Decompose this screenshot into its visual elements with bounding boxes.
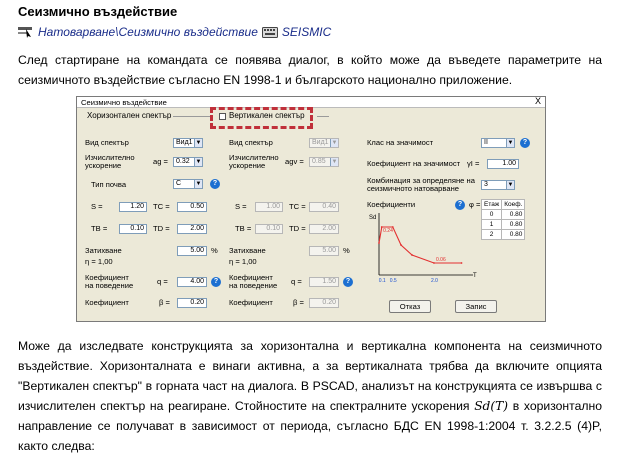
v-eta: η = 1,00	[229, 257, 257, 266]
h-s-input[interactable]: 1.20	[119, 202, 147, 212]
v-tc-input[interactable]: 0.40	[309, 202, 339, 212]
phi-symbol: φ =	[469, 200, 481, 209]
h-accel-label-1: Изчислително	[85, 153, 135, 162]
v-damping-input[interactable]: 5.00	[309, 246, 339, 256]
chevron-down-icon: ▼	[195, 181, 202, 187]
v-spectrum-type-label: Вид спектър	[229, 138, 273, 147]
dialog-title: Сеизмично въздействие	[81, 98, 167, 107]
v-accel-symbol: agv =	[285, 157, 304, 166]
importance-class-select[interactable]	[481, 138, 515, 148]
help-icon[interactable]: ?	[210, 179, 220, 189]
tail-label: 0.06	[436, 257, 446, 263]
x-tick-label: 0.1	[378, 278, 386, 284]
v-behavior-label-2: на поведение	[229, 281, 278, 290]
h-behavior-label-1: Коефициент	[85, 273, 129, 282]
tab-horizontal-spectrum[interactable]: Хоризонтален спектър	[87, 111, 172, 120]
sd-symbol: Sd(T)	[474, 399, 508, 413]
v-spectrum-type-select[interactable]	[309, 138, 339, 148]
y-axis-label: Sd	[369, 215, 377, 221]
plateau-label: 0.24	[383, 228, 393, 234]
importance-class-label: Клас на значимост	[367, 138, 434, 147]
v-s-input[interactable]: 1.00	[255, 202, 283, 212]
chevron-down-icon: ▼	[331, 159, 338, 165]
v-accel-value: 0.85	[312, 158, 326, 165]
h-q-symbol: q =	[157, 277, 168, 286]
v-damping-label: Затихване	[229, 246, 266, 255]
h-spectrum-type-select[interactable]	[173, 138, 203, 148]
spectrum-point	[378, 242, 380, 244]
h-eta: η = 1,00	[85, 257, 113, 266]
help-icon[interactable]: ?	[343, 277, 353, 287]
h-td-symbol: TD =	[153, 224, 170, 233]
spectrum-point	[400, 244, 402, 246]
table-row[interactable]	[482, 210, 525, 220]
page-title: Сеизмично въздействие	[18, 4, 178, 19]
seismic-dialog	[76, 96, 546, 322]
x-tick-label: 0.5	[389, 278, 397, 284]
gamma-symbol: γI =	[467, 159, 480, 168]
vertical-spectrum-checkbox[interactable]	[219, 113, 226, 120]
v-spectrum-type-value: Вид1	[312, 139, 329, 146]
h-coef-label: Коефициент	[85, 298, 129, 307]
v-td-input[interactable]: 2.00	[309, 224, 339, 234]
gamma-input[interactable]: 1.00	[487, 159, 519, 169]
v-beta-symbol: β =	[293, 298, 304, 307]
h-accel-label-2: ускорение	[85, 161, 122, 170]
chevron-down-icon: ▼	[331, 140, 338, 146]
h-damping-label: Затихване	[85, 246, 122, 255]
importance-class-value: II	[484, 139, 488, 146]
table-header-row	[482, 200, 525, 210]
h-spectrum-type-label: Вид спектър	[85, 138, 129, 147]
h-damping-input[interactable]: 5.00	[177, 246, 207, 256]
v-td-symbol: TD =	[289, 224, 306, 233]
table-cell-coef[interactable]: 0.80	[502, 220, 525, 230]
x-axis-label: T	[473, 273, 477, 279]
intro-paragraph: След стартиране на командата се появява диалог, в който може да въведете параметрите на сеизмичното въздействие съгласно EN 1998-1 и българското национално приложение.	[18, 53, 602, 87]
combo-value: 3	[484, 181, 488, 188]
table-cell-floor: 2	[482, 230, 502, 240]
h-s-symbol: S =	[91, 202, 103, 211]
h-accel-value: 0.32	[176, 158, 190, 165]
body-paragraph-part2: в хоризонтално направление се получават в зависимост от периода, съгласно БДС EN 1998-1:2004 т. 3.2.2.5 (4)P, както следва:	[18, 399, 603, 453]
h-tb-input[interactable]: 0.10	[119, 224, 147, 234]
breadcrumb-path: Натоварване\Сеизмично въздействие	[38, 25, 258, 39]
vertical-spectrum-label: Вертикален спектър	[229, 111, 305, 120]
v-s-symbol: S =	[235, 202, 247, 211]
close-icon[interactable]: X	[534, 96, 541, 106]
h-tc-symbol: TC =	[153, 202, 170, 211]
v-damping-unit: %	[343, 246, 350, 255]
combo-select[interactable]	[481, 180, 515, 190]
tab-divider	[317, 116, 329, 117]
chevron-down-icon: ▼	[507, 140, 514, 146]
v-q-symbol: q =	[291, 277, 302, 286]
v-tc-symbol: TC =	[289, 202, 306, 211]
v-tb-input[interactable]: 0.10	[255, 224, 283, 234]
spectrum-point	[433, 262, 435, 264]
v-accel-select[interactable]	[309, 157, 339, 167]
importance-coef-label: Коефициент на значимост	[367, 159, 461, 168]
coefficients-table	[481, 199, 525, 240]
coefficients-label: Коефициенти	[367, 200, 416, 209]
h-beta-symbol: β =	[159, 298, 170, 307]
keyboard-icon	[262, 27, 278, 38]
body-paragraph	[18, 336, 602, 456]
h-beta-input[interactable]: 0.20	[177, 298, 207, 308]
h-accel-select[interactable]	[173, 157, 203, 167]
body-paragraph-part1: Може да изследвате конструкцията за хоризонтална и вертикална компонента на сеизмичното въздействие. Хоризонталната е винаги активна, а за вертикалната трябва да включите опцията "Вертикален спектър" в горната част на диалога. В PSCAD, анализът на конструкцията се извършва с изчислителен спектър на реагиране. Стойностите на спектралните ускорения	[18, 339, 602, 413]
spectrum-chart	[367, 209, 482, 289]
chevron-down-icon: ▼	[195, 140, 202, 146]
h-soil-value: C	[176, 180, 182, 187]
menu-cursor-icon	[18, 26, 34, 38]
h-spectrum-type-value: Вид1	[176, 139, 193, 146]
v-coef-label: Коефициент	[229, 298, 273, 307]
h-damping-unit: %	[211, 246, 218, 255]
table-cell-floor: 1	[482, 220, 502, 230]
table-cell-coef[interactable]: 0.80	[502, 230, 525, 240]
save-button[interactable]: Запис	[455, 300, 497, 313]
v-accel-label-2: ускорение	[229, 161, 266, 170]
tab-divider	[173, 116, 211, 117]
table-row[interactable]	[482, 230, 525, 240]
chevron-down-icon: ▼	[195, 159, 202, 165]
table-cell-floor: 0	[482, 210, 502, 220]
breadcrumb-command: SEISMIC	[281, 25, 332, 39]
chevron-down-icon: ▼	[507, 182, 514, 188]
spectrum-point	[461, 262, 463, 264]
combo-label-1: Комбинация за определяне на	[367, 176, 475, 185]
h-tc-input[interactable]: 0.50	[177, 202, 207, 212]
table-header-coef: Коеф.	[502, 200, 525, 210]
spectrum-point	[411, 254, 413, 256]
v-tb-symbol: TB =	[235, 224, 252, 233]
table-row[interactable]	[482, 220, 525, 230]
vertical-spectrum-checkbox-group[interactable]	[219, 109, 305, 123]
table-cell-coef[interactable]: 0.80	[502, 210, 525, 220]
x-tick-label: 2.0	[431, 278, 438, 284]
h-td-input[interactable]: 2.00	[177, 224, 207, 234]
h-soil-select[interactable]	[173, 179, 203, 189]
table-header-floor: Етаж	[482, 200, 502, 210]
breadcrumb	[18, 25, 331, 39]
h-accel-symbol: ag =	[153, 157, 168, 166]
h-behavior-label-2: на поведение	[85, 281, 134, 290]
combo-label-2: сеизмичното натоварване	[367, 184, 459, 193]
h-q-input[interactable]: 4.00	[177, 277, 207, 287]
h-soil-label: Тип почва	[91, 180, 127, 189]
help-icon[interactable]: ?	[520, 138, 530, 148]
v-accel-label-1: Изчислително	[229, 153, 279, 162]
v-behavior-label-1: Коефициент	[229, 273, 273, 282]
v-q-input[interactable]: 1.50	[309, 277, 339, 287]
cancel-button[interactable]: Отказ	[389, 300, 431, 313]
help-icon[interactable]: ?	[455, 200, 465, 210]
v-beta-input[interactable]: 0.20	[309, 298, 339, 308]
h-tb-symbol: TB =	[91, 224, 108, 233]
help-icon[interactable]: ?	[211, 277, 221, 287]
